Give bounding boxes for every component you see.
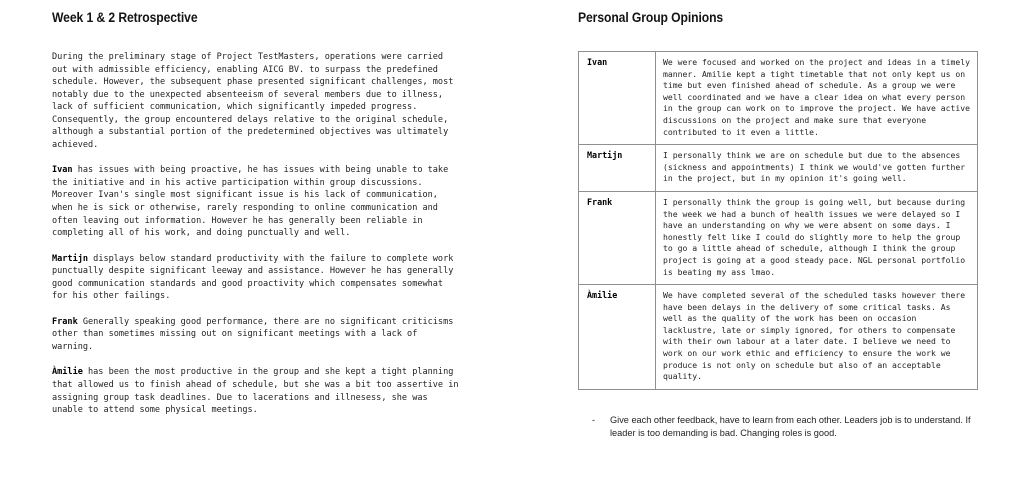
opinion-text-cell: We have completed several of the scheduled tasks however there have been delays in the delivery of some critical tasks. As well as the quality of the work has been on occasion lacklustre, late or simply ignored, for others to compensate with their own labour at a later date. I believe we need to work on our work ethic and efficiency to ensure the work we produce is not only on schedule but also of an acceptable quality.: [656, 285, 978, 390]
notes-bullet-list: [578, 414, 980, 441]
retrospective-paragraph: [52, 253, 462, 303]
list-item-text: Give each other feedback, have to learn from each other. Leaders job is to understand. If leader is too demanding is bad. Changing roles is good.: [610, 414, 971, 439]
table-row: [579, 285, 978, 390]
opinion-author-cell: Frank: [579, 191, 656, 284]
person-name-label: Martijn: [52, 253, 89, 264]
page-title: Week 1 & 2 Retrospective: [52, 10, 198, 25]
retrospective-paragraph: [52, 164, 462, 239]
table-row: [579, 145, 978, 192]
paragraph-text: has issues with being proactive, he has issues with being unable to take the initiative and in his active participation within group discussions. Moreover Ivan's single most significant issue is his lack of communication, when he is sick or otherwise, rarely responding to online communication and often leaving out information. However he has generally been reliable in completing all of his work, and doing punctually and well.: [52, 165, 454, 239]
retrospective-paragraph: [52, 366, 462, 416]
opinion-author-cell: Ivan: [579, 52, 656, 145]
table-row: [579, 191, 978, 284]
retrospective-paragraph: [52, 316, 462, 354]
opinion-author-cell: Àmilie: [579, 285, 656, 390]
table-row: [579, 52, 978, 145]
paragraph-text: displays below standard productivity with the failure to complete work punctually despite significant leeway and assistance. However he has generally good communication standards and good proactivity which compensates somewhat for his other failings.: [52, 253, 459, 302]
right-column: [578, 10, 980, 443]
retrospective-paragraphs: [52, 51, 462, 417]
person-name-label: Frank: [52, 316, 78, 327]
opinion-text-cell: I personally think we are on schedule but due to the absences (sickness and appointments) I think we would've gotten further in the project, but in my opinion it's going well.: [656, 145, 978, 192]
paragraph-text: has been the most productive in the group and she kept a tight planning that allowed us to finish ahead of schedule, but she was a bit too assertive in assigning group task deadlines. Due to lacerations and illnesess, she was unable to attend some physical meetings.: [52, 367, 464, 416]
paragraph-text: Generally speaking good performance, there are no significant criticisms other than sometimes missing out on significant meetings with a lack of warning.: [52, 316, 459, 352]
list-item: [578, 414, 980, 441]
retrospective-paragraph: [52, 51, 462, 151]
personal-opinions-table: [578, 51, 978, 390]
bullet-dash-icon: -: [592, 414, 596, 425]
left-column: [52, 10, 462, 417]
person-name-label: Ivan: [52, 165, 73, 176]
paragraph-text: During the preliminary stage of Project TestMasters, operations were carried out with admissible efficiency, enabling AICG BV. to surpass the predefined schedule. However, the subsequent phase presented significant challenges, most notably due to the unexpected absenteeism of several members due to illness, lack of sufficient communication, which significantly impeded progress. Consequently, the group encountered delays relative to the original schedule, although a substantial portion of the predetermined objectives was ultimately achieved.: [52, 52, 459, 150]
person-name-label: Àmilie: [52, 367, 83, 378]
opinion-text-cell: I personally think the group is going well, but because during the week we had a bunch of health issues we were delayed so I have an understanding on why we were absent on some days. I honestly felt like I could do slightly more to help the group to go a little ahead of schedule, although I think the group project is going at a good steady pace. NGL personal portfolio is beating my ass lmao.: [656, 191, 978, 284]
opinion-author-cell: Martijn: [579, 145, 656, 192]
opinion-text-cell: We were focused and worked on the project and ideas in a timely manner. Amilie kept a tight timetable that not only kept us on time but even finished ahead of schedule. As a group we were well coordinated and we have a clear idea on what every person in the group can work on to improve the project. We have active discussions on the project and make sure that everyone contributed to it even a little.: [656, 52, 978, 145]
opinions-title: Personal Group Opinions: [578, 10, 724, 25]
